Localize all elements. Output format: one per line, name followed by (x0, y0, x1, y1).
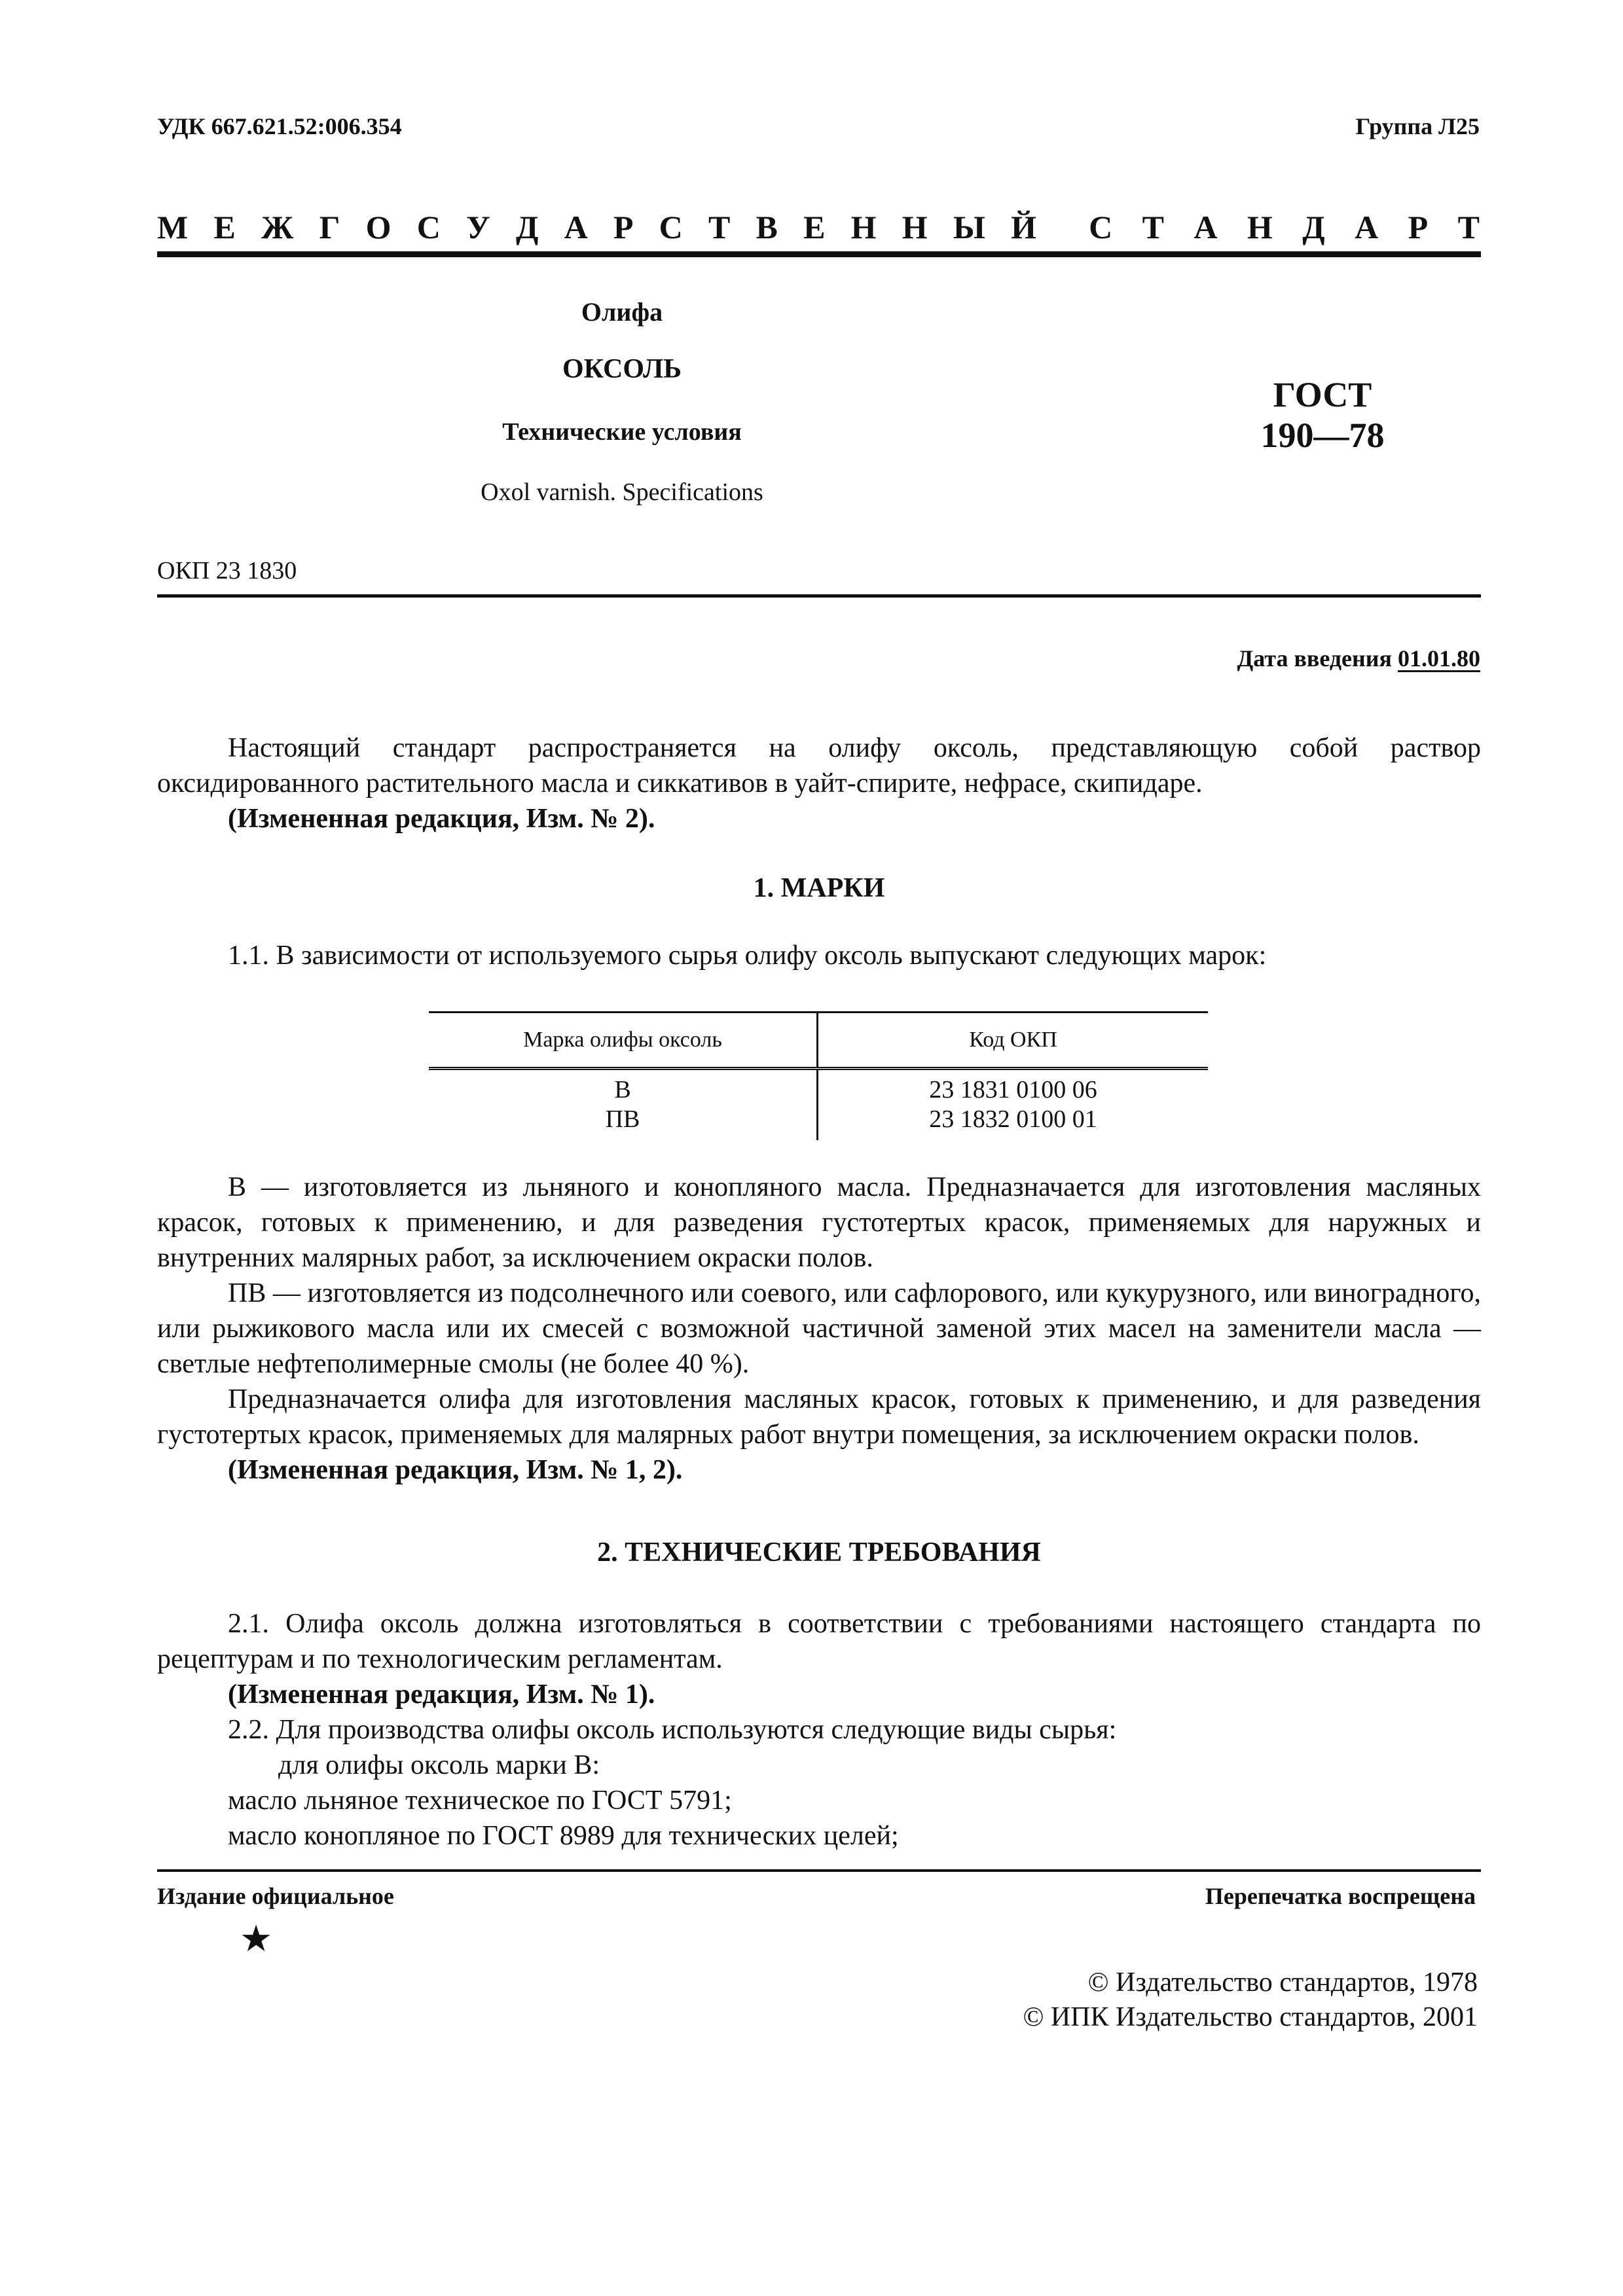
table-cell-okp-code: 23 1832 0100 01 (929, 1105, 1097, 1133)
copyright-line-2001: © ИПК Издательство стандартов, 2001 (1023, 2002, 1478, 2032)
clause-2-2-text: 2.2. Для производства олифы оксоль используются следующие виды сырья: (228, 1715, 1117, 1745)
section-2-body (157, 1606, 1481, 1854)
table-cell-okp-code: 23 1831 0100 06 (929, 1076, 1097, 1103)
intro-paragraph (157, 730, 1481, 836)
title-bottom-rule (157, 594, 1481, 598)
table-row (429, 1069, 1208, 1105)
introduction-date-label: Дата введения (1237, 645, 1392, 672)
intro-text: Настоящий стандарт распространяется на олифу оксоль, представляющую собой раствор оксидированного растительного масла и сиккативов в уайт-спирите, нефрасе, скипидаре. (157, 733, 1481, 798)
raw-material-item: масло льняное техническое по ГОСТ 5791; (228, 1785, 732, 1816)
interstate-standard-banner (157, 208, 1480, 246)
section-1-amendment-note: (Измененная редакция, Изм. № 1, 2). (228, 1455, 683, 1485)
title-line-oxol: ОКСОЛЬ (562, 354, 682, 384)
footer-rule (157, 1869, 1481, 1872)
intro-amendment-note: (Измененная редакция, Изм. № 2). (228, 804, 655, 834)
banner-word-standard: С Т А Н Д А Р Т (1089, 209, 1480, 245)
table-cell-grade: ПВ (429, 1105, 818, 1140)
introduction-date (1237, 645, 1481, 672)
banner-word-interstate: М Е Ж Г О С У Д А Р С Т В Е Н Н Ы Й (157, 209, 1037, 245)
grades-description (157, 1170, 1481, 1488)
gost-number: 190—78 (1260, 416, 1385, 455)
section-2-amendment-note: (Измененная редакция, Изм. № 1). (228, 1679, 655, 1710)
purpose-paragraph: Предназначается олифа для изготовления масляных красок, готовых к применению, и для разведения густотертых красок, применяемых для малярных работ внутри помещения, за исключением окраски полов. (157, 1384, 1481, 1450)
table-cell-grade: В (429, 1069, 818, 1105)
grade-pv-description: ПВ — изготовляется из подсолнечного или соевого, или сафлорового, или кукурузного, или виноградного, или рыжикового масла или их смесей с возможной частичной заменой этих масел на заменители масла — светлые нефтеполимерные смолы (не более 40 %). (157, 1278, 1481, 1379)
banner-rule (157, 251, 1481, 257)
official-edition-label: Издание официальное (157, 1883, 394, 1909)
clause-1-1-text: 1.1. В зависимости от используемого сырья олифу оксоль выпускают следующих марок: (228, 941, 1267, 971)
clause-2-1-text: 2.1. Олифа оксоль должна изготовляться в соответствии с требованиями настоящего стандарта по рецептурам и по технологическим регламентам. (157, 1609, 1481, 1674)
group-code: Группа Л25 (1355, 113, 1480, 139)
raw-material-item: масло конопляное по ГОСТ 8989 для технических целей; (228, 1821, 899, 1851)
section-1-heading: 1. МАРКИ (753, 873, 885, 903)
table-header-grade: Марка олифы оксоль (429, 1013, 818, 1069)
copyright-line-1978: © Издательство стандартов, 1978 (1087, 1967, 1478, 1998)
udk-code: УДК 667.621.52:006.354 (157, 113, 402, 139)
grades-table (429, 1011, 1208, 1140)
gost-designation (1218, 374, 1427, 456)
clause-1-1 (157, 938, 1481, 973)
title-line-olifa: Олифа (581, 297, 663, 327)
table-row (429, 1105, 1208, 1140)
reprint-prohibited-label: Перепечатка воспрещена (1205, 1883, 1476, 1909)
section-2-heading: 2. ТЕХНИЧЕСКИЕ ТРЕБОВАНИЯ (597, 1537, 1041, 1568)
grade-b-description: В — изготовляется из льняного и конопляного масла. Предназначается для изготовления масляных красок, готовых к применению, и для разведения густотертых красок, применяемых для наружных и внутренних малярных работ, за исключением окраски полов. (157, 1172, 1481, 1273)
title-english: Oxol varnish. Specifications (481, 478, 763, 506)
okp-code: ОКП 23 1830 (157, 557, 297, 584)
star-icon: ★ (240, 1919, 273, 1960)
clause-2-2-subheading: для олифы оксоль марки В: (278, 1750, 600, 1780)
gost-label: ГОСТ (1273, 375, 1372, 414)
title-line-specifications: Технические условия (502, 418, 742, 446)
introduction-date-value: 01.01.80 (1398, 645, 1480, 672)
header-row (157, 113, 1480, 140)
table-header-okp-code: Код ОКП (818, 1013, 1209, 1069)
